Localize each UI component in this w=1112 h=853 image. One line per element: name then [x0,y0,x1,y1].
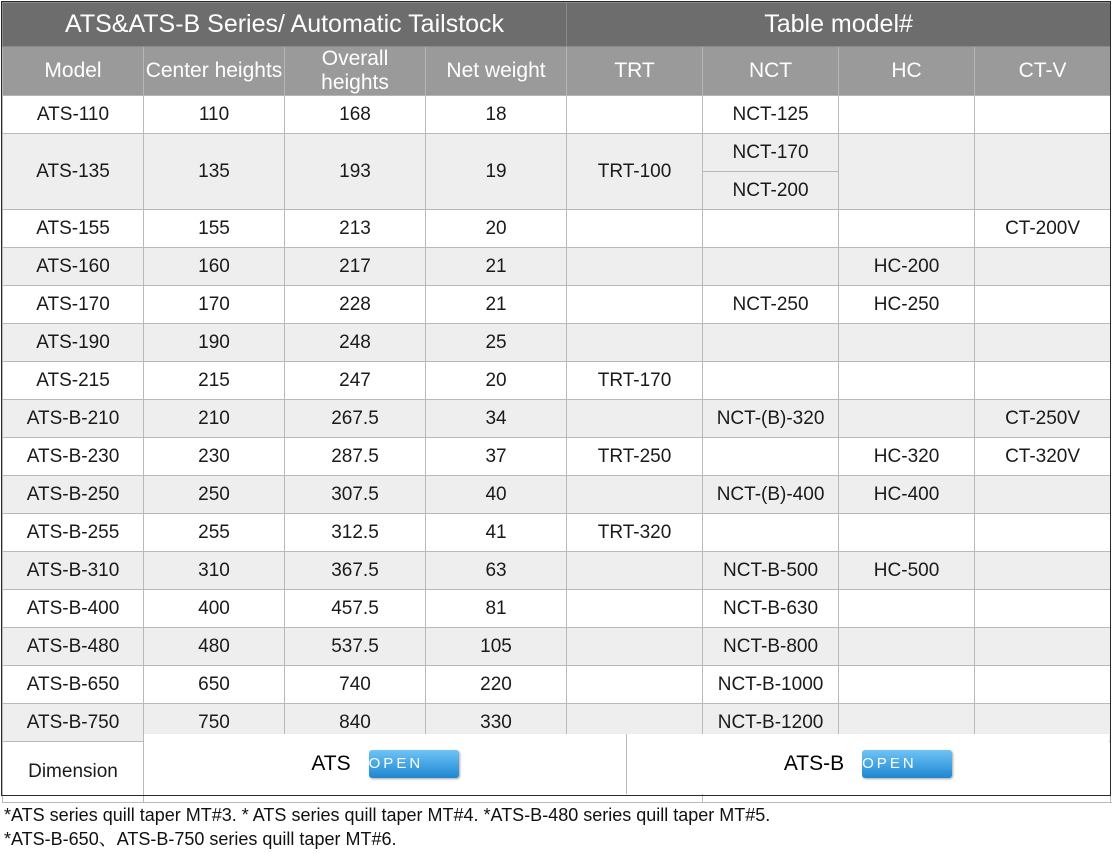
cell-ctv [975,134,1111,210]
cell-weight: 34 [426,400,567,438]
cell-trt [567,248,703,286]
cell-overall: 168 [285,96,426,134]
table-row [3,210,1111,248]
cell-trt [567,628,703,666]
table-row [3,476,1111,514]
cell-hc [839,590,975,628]
cell-model: ATS-170 [3,286,144,324]
cell-trt [567,210,703,248]
cell-hc [839,666,975,704]
cell-weight: 81 [426,590,567,628]
footnote-line: *ATS-B-650、ATS-B-750 series quill taper MT#6. [4,829,397,849]
cell-center: 155 [144,210,285,248]
cell-model: ATS-B-310 [3,552,144,590]
cell-weight: 330 [426,704,567,742]
cell-model: ATS-160 [3,248,144,286]
cell-model: ATS-B-255 [3,514,144,552]
cell-ctv [975,552,1111,590]
cell-hc: HC-250 [839,286,975,324]
header-nct: NCT [703,47,839,96]
cell-ctv [975,590,1111,628]
cell-overall: 213 [285,210,426,248]
cell-trt [567,666,703,704]
cell-center: 250 [144,476,285,514]
table-row [3,400,1111,438]
cell-weight: 21 [426,286,567,324]
cell-nct: NCT-B-1200 [703,704,839,742]
cell-trt: TRT-320 [567,514,703,552]
cell-trt [567,400,703,438]
table-row [3,96,1111,134]
cell-weight: 25 [426,324,567,362]
cell-hc [839,210,975,248]
cell-model: ATS-B-750 [3,704,144,742]
cell-model: ATS-B-650 [3,666,144,704]
cell-ctv [975,96,1111,134]
cell-nct [703,324,839,362]
cell-center: 310 [144,552,285,590]
table-model-title: Table model# [567,3,1111,47]
cell-ctv [975,324,1111,362]
cell-ctv: CT-250V [975,400,1111,438]
cell-overall: 307.5 [285,476,426,514]
header-net-weight: Net weight [426,47,567,96]
cell-trt [567,286,703,324]
cell-nct: NCT-B-1000 [703,666,839,704]
cell-hc [839,134,975,210]
footnotes [4,803,1104,851]
atsb-dimension-group [627,734,1109,794]
atsb-dimension-label: ATS-B [783,752,845,775]
cell-model: ATS-B-250 [3,476,144,514]
cell-trt: TRT-170 [567,362,703,400]
atsb-open-button[interactable]: OPEN [862,750,952,778]
table-row [3,552,1111,590]
cell-nct: NCT-170 [703,134,839,172]
cell-weight: 21 [426,248,567,286]
spec-table [2,2,1111,803]
cell-hc [839,514,975,552]
cell-center: 750 [144,704,285,742]
cell-ctv [975,514,1111,552]
cell-trt [567,476,703,514]
cell-nct: NCT-(B)-400 [703,476,839,514]
cell-trt [567,552,703,590]
header-trt: TRT [567,47,703,96]
cell-overall: 367.5 [285,552,426,590]
cell-nct: NCT-B-800 [703,628,839,666]
cell-trt [567,590,703,628]
cell-hc: HC-320 [839,438,975,476]
cell-nct [703,248,839,286]
cell-nct: NCT-B-630 [703,590,839,628]
cell-overall: 267.5 [285,400,426,438]
cell-center: 160 [144,248,285,286]
cell-overall: 312.5 [285,514,426,552]
cell-model: ATS-215 [3,362,144,400]
cell-center: 210 [144,400,285,438]
cell-center: 170 [144,286,285,324]
cell-weight: 19 [426,134,567,210]
cell-model: ATS-135 [3,134,144,210]
table-row [3,514,1111,552]
table-row [3,590,1111,628]
cell-model: ATS-B-230 [3,438,144,476]
cell-trt: TRT-250 [567,438,703,476]
cell-nct: NCT-200 [703,172,839,210]
cell-center: 230 [144,438,285,476]
header-model: Model [3,47,144,96]
cell-overall: 840 [285,704,426,742]
table-row [3,628,1111,666]
cell-center: 480 [144,628,285,666]
cell-ctv: CT-200V [975,210,1111,248]
table-title: ATS&ATS-B Series/ Automatic Tailstock [3,3,567,47]
cell-hc: HC-200 [839,248,975,286]
header-overall-heights: Overall heights [285,47,426,96]
cell-trt: TRT-100 [567,134,703,210]
cell-weight: 37 [426,438,567,476]
ats-open-button[interactable]: OPEN [369,750,459,778]
cell-nct [703,438,839,476]
cell-model: ATS-B-400 [3,590,144,628]
cell-center: 190 [144,324,285,362]
cell-model: ATS-190 [3,324,144,362]
cell-weight: 63 [426,552,567,590]
cell-ctv [975,362,1111,400]
ats-dimension-group [144,734,627,794]
ats-dimension-label: ATS [311,752,351,775]
cell-trt [567,324,703,362]
cell-weight: 41 [426,514,567,552]
table-row [3,438,1111,476]
cell-nct [703,362,839,400]
cell-overall: 247 [285,362,426,400]
cell-hc: HC-400 [839,476,975,514]
cell-center: 110 [144,96,285,134]
dimension-label: Dimension [3,742,144,803]
cell-overall: 537.5 [285,628,426,666]
cell-overall: 217 [285,248,426,286]
cell-ctv [975,248,1111,286]
cell-ctv: CT-320V [975,438,1111,476]
cell-weight: 20 [426,362,567,400]
header-hc: HC [839,47,975,96]
cell-weight: 105 [426,628,567,666]
cell-weight: 40 [426,476,567,514]
cell-nct [703,210,839,248]
cell-model: ATS-B-210 [3,400,144,438]
cell-nct: NCT-250 [703,286,839,324]
cell-model: ATS-110 [3,96,144,134]
table-row [3,324,1111,362]
cell-hc [839,362,975,400]
cell-overall: 287.5 [285,438,426,476]
cell-hc [839,400,975,438]
cell-nct: NCT-(B)-320 [703,400,839,438]
cell-hc: HC-500 [839,552,975,590]
header-center-heights: Center heights [144,47,285,96]
cell-center: 650 [144,666,285,704]
cell-nct: NCT-B-500 [703,552,839,590]
cell-hc [839,96,975,134]
cell-center: 255 [144,514,285,552]
cell-ctv [975,666,1111,704]
table-row [3,134,1111,172]
cell-hc [839,628,975,666]
cell-ctv [975,628,1111,666]
footnote-line: *ATS series quill taper MT#3. * ATS series quill taper MT#4. *ATS-B-480 series quill taper MT#5. [4,805,771,825]
cell-overall: 457.5 [285,590,426,628]
table-row [3,248,1111,286]
cell-overall: 740 [285,666,426,704]
cell-weight: 20 [426,210,567,248]
header-ctv: CT-V [975,47,1111,96]
cell-overall: 248 [285,324,426,362]
cell-center: 135 [144,134,285,210]
cell-ctv [975,286,1111,324]
cell-overall: 228 [285,286,426,324]
cell-center: 400 [144,590,285,628]
table-row [3,362,1111,400]
cell-center: 215 [144,362,285,400]
cell-weight: 18 [426,96,567,134]
cell-nct [703,514,839,552]
cell-weight: 220 [426,666,567,704]
cell-trt [567,96,703,134]
cell-model: ATS-155 [3,210,144,248]
cell-hc [839,324,975,362]
cell-model: ATS-B-480 [3,628,144,666]
table-row [3,666,1111,704]
cell-ctv [975,476,1111,514]
cell-nct: NCT-125 [703,96,839,134]
table-row [3,286,1111,324]
cell-overall: 193 [285,134,426,210]
